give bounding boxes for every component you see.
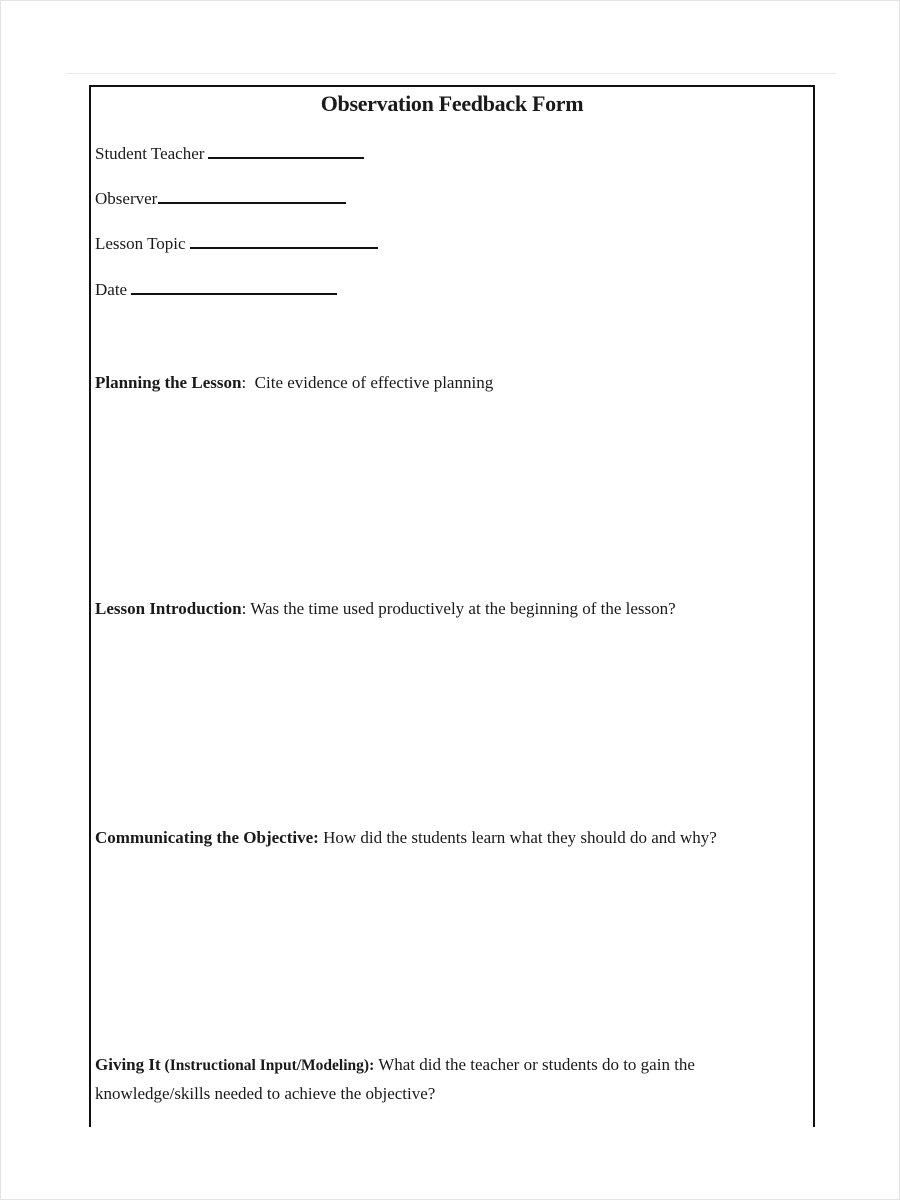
introduction-heading: Lesson Introduction [95, 599, 242, 618]
objective-heading: Communicating the Objective: [95, 828, 319, 847]
objective-prompt: How did the students learn what they should do and why? [318, 828, 717, 847]
introduction-separator: : [241, 599, 251, 618]
planning-prompt: Cite evidence of effective planning [254, 373, 494, 392]
date-field [95, 279, 337, 300]
form-title: Observation Feedback Form [320, 91, 584, 116]
top-divider [66, 73, 836, 74]
student-teacher-blank[interactable] [208, 143, 364, 159]
date-blank[interactable] [131, 279, 337, 295]
lesson-topic-field [95, 233, 378, 254]
objective-section [95, 824, 775, 852]
lesson-topic-blank[interactable] [190, 233, 378, 249]
observer-label: Observer [95, 189, 158, 208]
giving-heading: Giving It [95, 1055, 161, 1074]
planning-section [95, 369, 775, 397]
introduction-section [95, 595, 775, 623]
planning-separator: : [241, 373, 255, 392]
giving-subheading: (Instructional Input/Modeling): [160, 1057, 375, 1074]
form-container [89, 85, 815, 1127]
observer-blank[interactable] [158, 188, 346, 204]
lesson-topic-label: Lesson Topic [95, 234, 186, 253]
introduction-prompt: Was the time used productively at the beginning of the lesson? [250, 599, 676, 618]
student-teacher-label: Student Teacher [95, 144, 205, 163]
giving-prompt: What did the teacher or students do to gain the knowledge/skills needed to achieve the objective? [95, 1055, 700, 1103]
date-label: Date [95, 280, 128, 299]
planning-heading: Planning the Lesson [95, 373, 242, 392]
giving-section [95, 1051, 775, 1108]
observer-field [95, 188, 346, 209]
student-teacher-field [95, 143, 364, 164]
